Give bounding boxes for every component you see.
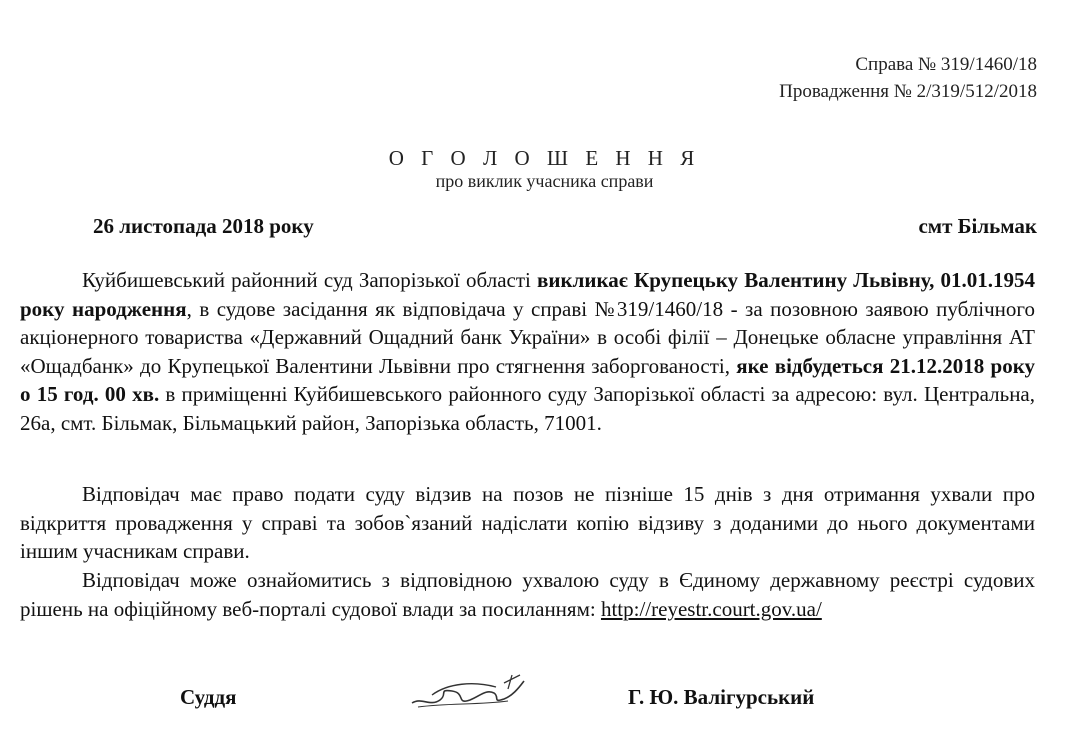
document-title: О Г О Л О Ш Е Н Н Я	[388, 146, 701, 170]
summons-text-1: Куйбишевський районний суд Запорізької області	[82, 268, 538, 292]
summons-hearing-time: яке відбудеться 21.12.2018 року о 15 год. 00 хв.	[20, 353, 1036, 406]
registry-text: Відповідач може ознайомитись з відповідною ухвалою суду в Єдиному державному реєстрі судових рішень на офіційному веб-порталі судової влади за посиланням:	[20, 568, 1035, 621]
document-subtitle: про виклик учасника справи	[435, 171, 654, 191]
rights-text: Відповідач має право подати суду відзив на позов не пізніше 15 днів з дня отримання ухвали про відкриття провадження у справі та зобов`язаний надіслати копію відзиву з доданими до нього документами іншим учасникам справи.	[20, 482, 1035, 563]
summons-text-3: в приміщенні Куйбишевського районного суду Запорізької області за адресою: вул. Центральна, 26а, смт. Більмак, Більмацький район, Запорізька область, 71001.	[20, 382, 1035, 435]
summons-text-2: , в судове засідання як відповідача у справі №319/1460/18 - за позовною заявою публічного акціонерного товариства «Державний Ощадний банк України» в особі філії – Донецьке обласне управління АТ «Ощадбанк» до Крупецької Валентини Львівни про стягнення заборгованості,	[20, 296, 1035, 378]
registry-link[interactable]: http://reyestr.court.gov.ua/	[600, 596, 822, 621]
paragraph-rights	[20, 480, 1035, 566]
judge-name: Г. Ю. Валігурський	[628, 685, 815, 709]
paragraph-summons	[20, 266, 1035, 437]
handwritten-signature	[408, 667, 538, 717]
document-place: смт Більмак	[918, 214, 1037, 238]
judge-label: Суддя	[180, 685, 237, 709]
case-number: Справа № 319/1460/18	[855, 54, 1037, 75]
summons-defendant: викликає Крупецьку Валентину Львівну, 01.01.1954 року народження	[20, 268, 1035, 321]
document-date: 26 листопада 2018 року	[93, 214, 314, 238]
paragraph-registry	[20, 566, 1035, 623]
proceeding-number: Провадження № 2/319/512/2018	[779, 81, 1037, 102]
